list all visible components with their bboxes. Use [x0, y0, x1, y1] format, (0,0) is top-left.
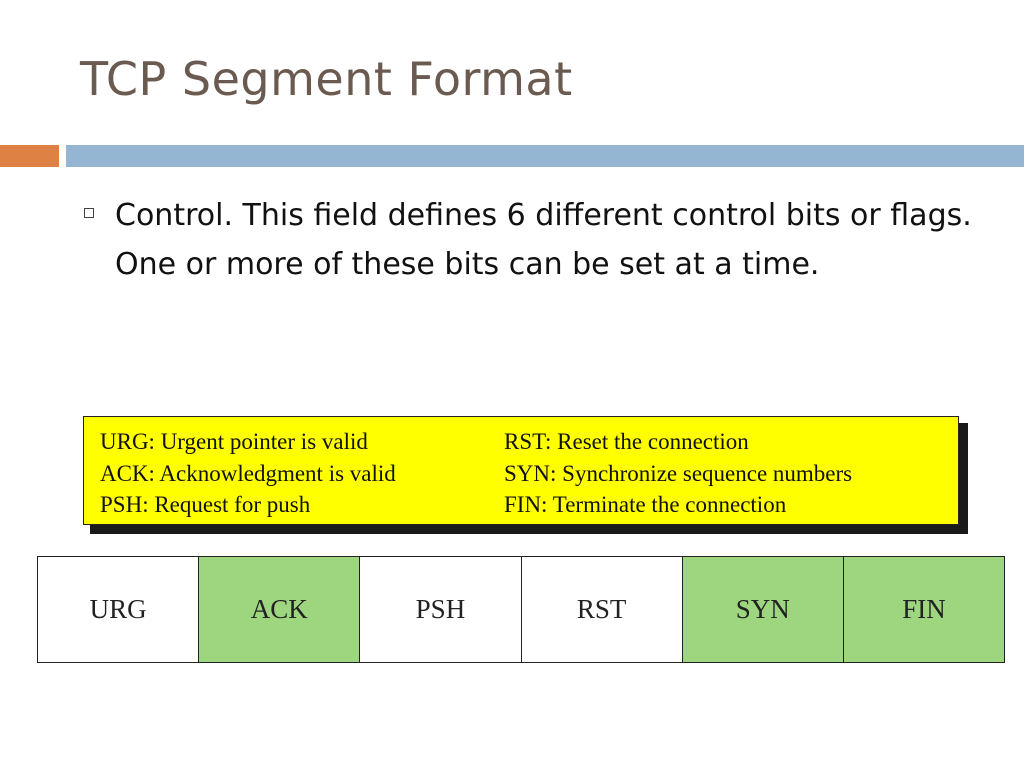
legend-column-right: [504, 426, 852, 521]
flag-cell-ack: ACK: [199, 557, 360, 662]
flag-cell-urg: URG: [38, 557, 199, 662]
legend-entry: FIN: Terminate the connection: [504, 492, 787, 517]
legend-entry: RST: Reset the connection: [504, 429, 749, 454]
legend-entry: ACK: Acknowledgment is valid: [100, 460, 396, 486]
flag-cell-syn: SYN: [683, 557, 844, 662]
legend-entry: SYN: Synchronize sequence numbers: [504, 460, 853, 486]
legend-entry: URG: Urgent pointer is valid: [100, 429, 368, 454]
bullet-text: Control. This field defines 6 different control bits or flags. One or more of these bits can be set at a time.: [115, 198, 972, 282]
legend-entry: PSH: Request for push: [100, 492, 311, 517]
control-flags-row: [37, 556, 1005, 663]
legend-column-left: [100, 426, 396, 521]
flag-cell-rst: RST: [522, 557, 683, 662]
bullet-square-icon: [84, 208, 94, 218]
flag-cell-psh: PSH: [360, 557, 521, 662]
slide-title: TCP Segment Format: [80, 52, 573, 106]
flag-cell-fin: FIN: [844, 557, 1004, 662]
flag-legend-box: [83, 416, 959, 525]
accent-bar-orange: [0, 145, 59, 167]
accent-bar-blue: [66, 145, 1024, 167]
